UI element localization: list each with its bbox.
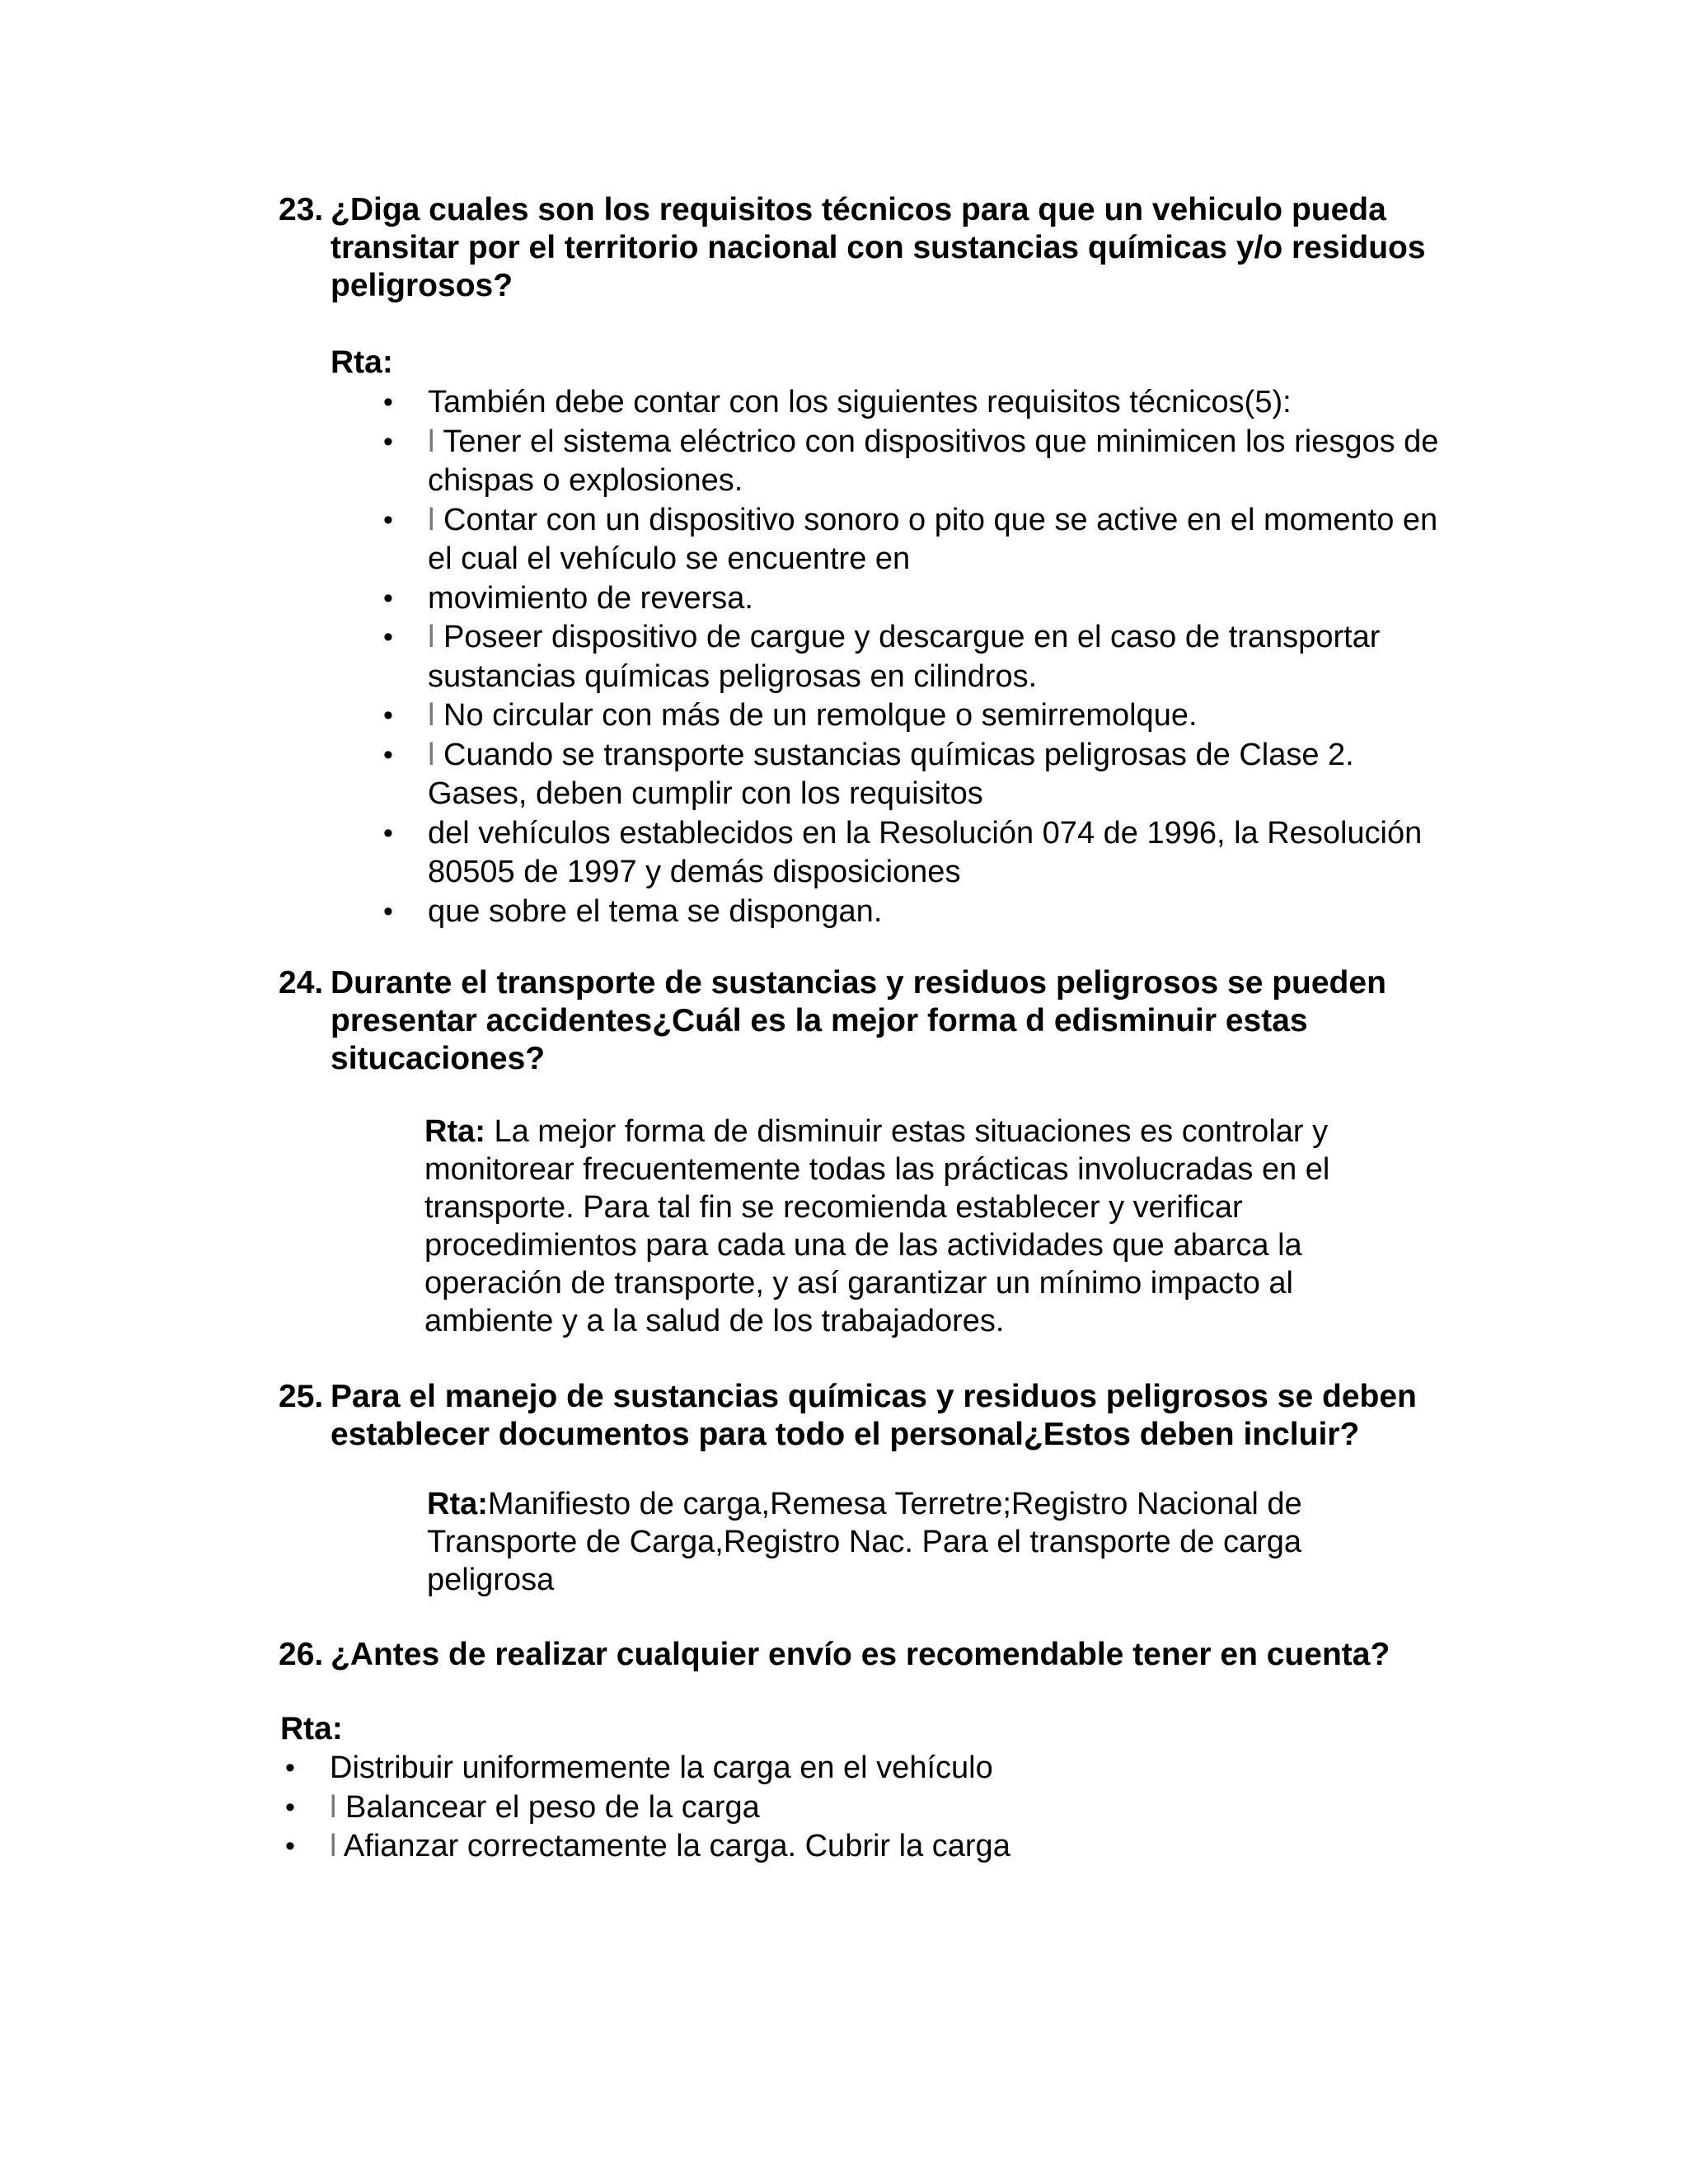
question-text: Para el manejo de sustancias químicas y residuos peligrosos se deben establecer documentos para todo el personal¿Estos deben incluir? xyxy=(331,1379,1417,1452)
answer-list xyxy=(280,1749,1352,1867)
question-text: Durante el transporte de sustancias y residuos peligrosos se pueden presentar accidentes¿Cuál es la mejor forma d edisminuir estas situcaciones? xyxy=(331,965,1386,1076)
question-25 xyxy=(279,1378,1449,1454)
list-item: • del vehículos establecidos en la Resolución 074 de 1996, la Resolución 80505 de 1997 y demás disposiciones xyxy=(378,814,1450,893)
answer-text: Manifiesto de carga,Remesa Terretre;Registro Nacional de Transporte de Carga,Registro Nac. Para el transporte de carga peligrosa xyxy=(427,1487,1302,1597)
question-number: 25. xyxy=(279,1379,324,1414)
list-item: • Distribuir uniformemente la carga en el vehículo xyxy=(280,1749,1352,1788)
list-item: • l Contar con un dispositivo sonoro o pito que se active en el momento en el cual el vehículo se encuentre en xyxy=(378,501,1450,579)
answer-label: Rta: xyxy=(331,344,393,380)
answer-list xyxy=(378,383,1450,931)
question-26 xyxy=(279,1636,1449,1674)
answer-label: Rta: xyxy=(280,1711,343,1746)
list-item: • que sobre el tema se dispongan. xyxy=(378,893,1450,932)
answer-paragraph xyxy=(427,1485,1383,1599)
question-text: ¿Antes de realizar cualquier envío es recomendable tener en cuenta? xyxy=(331,1637,1390,1672)
answer-paragraph xyxy=(424,1113,1397,1340)
list-item: • l Balancear el peso de la carga xyxy=(280,1788,1352,1828)
list-item: • l No circular con más de un remolque o semirremolque. xyxy=(378,696,1450,736)
list-item: • l Poseer dispositivo de cargue y descargue en el caso de transportar sustancias químicas peligrosas en cilindros. xyxy=(378,618,1450,696)
list-item: • También debe contar con los siguientes requisitos técnicos(5): xyxy=(378,383,1450,423)
question-number: 23. xyxy=(279,192,324,227)
list-item: • l Cuando se transporte sustancias químicas peligrosas de Clase 2. Gases, deben cumplir con los requisitos xyxy=(378,736,1450,814)
question-23 xyxy=(279,191,1449,305)
list-item: • movimiento de reversa. xyxy=(378,579,1450,619)
list-item: • l Tener el sistema eléctrico con dispositivos que minimicen los riesgos de chispas o explosiones. xyxy=(378,423,1450,501)
question-number: 24. xyxy=(279,965,324,1001)
question-text: ¿Diga cuales son los requisitos técnicos para que un vehiculo pueda transitar por el territorio nacional con sustancias químicas y/o residuos peligrosos? xyxy=(331,192,1426,303)
answer-label: Rta: xyxy=(427,1487,488,1521)
answer-label: Rta: xyxy=(424,1114,485,1149)
answer-text: La mejor forma de disminuir estas situaciones es controlar y monitorear frecuentemente todas las prácticas involucradas en el transporte. Para tal fin se recomienda establecer y verificar procedimientos para cada una de las actividades que abarca la operación de transporte, y así garantizar un mínimo impacto al ambiente y a la salud de los trabajadores. xyxy=(424,1114,1330,1338)
question-number: 26. xyxy=(279,1637,324,1672)
question-24 xyxy=(279,964,1449,1078)
list-item: • l Afianzar correctamente la carga. Cubrir la carga xyxy=(280,1827,1352,1867)
